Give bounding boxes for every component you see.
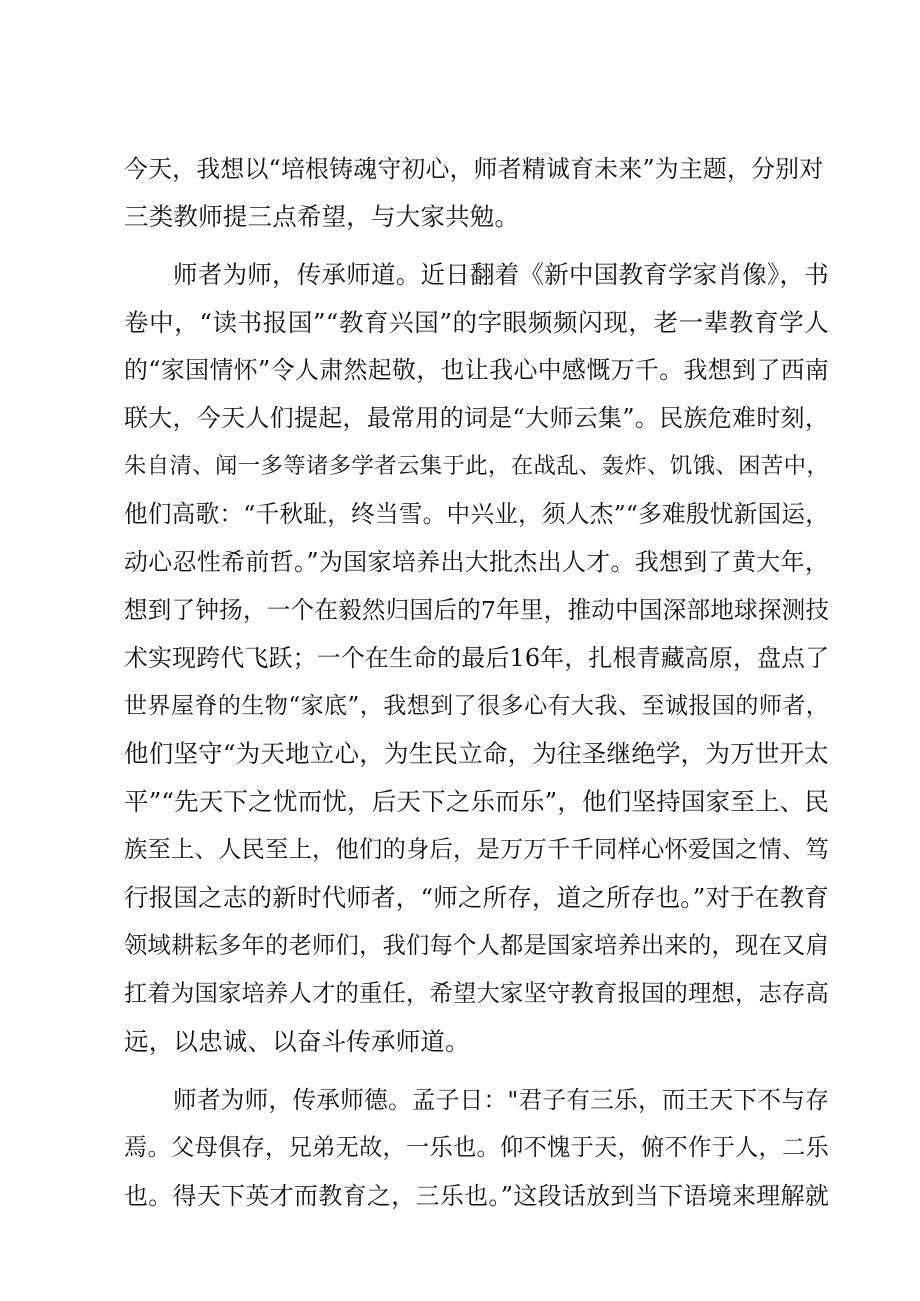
paragraph-2-line-16: 扛着为国家培养人才的重任，希望大家坚守教育报国的理想，志存高	[124, 980, 829, 1007]
paragraph-2-line-8: 想到了钟扬，一个在毅然归国后的7年里，推动中国深部地球探测技	[124, 596, 830, 624]
paragraph-2-line-1: 师者为师，传承师道。近日翻着《新中国教育学家肖像》，书	[173, 260, 829, 289]
paragraph-2-line-15: 领域耕耘多年的老师们，我们每个人都是国家培养出来的，现在又肩	[124, 932, 829, 959]
paragraph-2-line-13: 族至上、人民至上，他们的身后，是万万千千同样心怀爱国之情、笃	[124, 836, 829, 863]
paragraph-2-line-9: 术实现跨代飞跃；一个在生命的最后16年，扎根青藏高原，盘点了	[124, 644, 830, 672]
paragraph-1-line-1: 今天，我想以“培根铸魂守初心，师者精诚育未来”为主题，分别对	[124, 155, 824, 183]
paragraph-2-line-2: 卷中，“读书报国”“教育兴国”的字眼频频闪现，老一辈教育学人	[124, 308, 829, 337]
paragraph-2-line-14: 行报国之志的新时代师者，“师之所存，道之所存也。”对于在教育	[124, 883, 829, 912]
paragraph-2-line-3: 的“家国情怀”令人肃然起敬，也让我心中感慨万千。我想到了西南	[124, 356, 829, 384]
paragraph-3-line-2: 焉。父母俱存，兄弟无故，一乐也。仰不愧于天，俯不作于人，二乐	[124, 1134, 829, 1161]
paragraph-2-line-5: 朱自清、闻一多等诸多学者云集于此，在战乱、轰炸、饥饿、困苦中，	[124, 453, 829, 479]
paragraph-2-line-4: 联大，今天人们提起，最常用的词是“大师云集”。民族危难时刻，	[124, 404, 829, 432]
paragraph-2-line-10: 世界屋脊的生物“家底”，我想到了很多心有大我、至诚报国的师者，	[124, 693, 829, 719]
paragraph-2-line-7: 动心忍性希前哲。”为国家培养出大批杰出人才。我想到了黄大年，	[124, 548, 829, 576]
paragraph-1-line-2: 三类教师提三点希望，与大家共勉。	[124, 202, 520, 231]
paragraph-2-line-12: 平”“先天下之忧而忧，后天下之乐而乐”，他们坚持国家至上、民	[124, 787, 830, 816]
paragraph-3-line-3: 也。得天下英才而教育之，三乐也。”这段话放到当下语境来理解就	[124, 1182, 829, 1210]
paragraph-2-line-6: 他们高歌：“千秋耻，终当雪。中兴业，须人杰”“多难殷忧新国运，	[124, 500, 829, 528]
paragraph-2-line-11: 他们坚守“为天地立心，为生民立命，为往圣继绝学，为万世开太	[124, 739, 829, 768]
paragraph-2-line-17: 远，以忠诚、以奋斗传承师道。	[124, 1027, 470, 1056]
paragraph-3-line-1: 师者为师，传承师德。孟子日："君子有三乐，而王天下不与存	[173, 1086, 829, 1114]
